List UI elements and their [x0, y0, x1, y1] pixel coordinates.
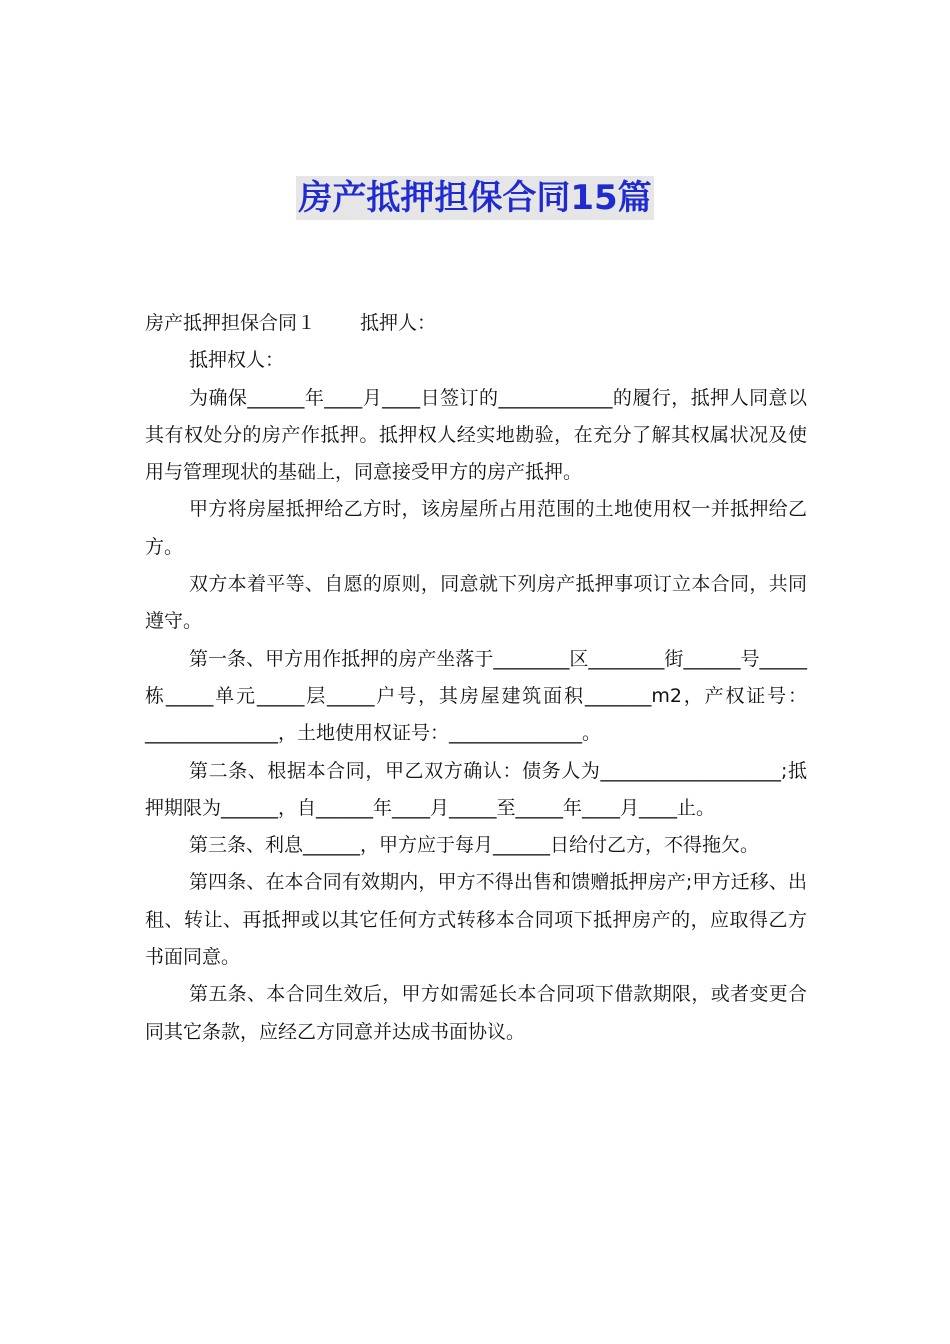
paragraph-article-5: 第五条、本合同生效后，甲方如需延长本合同项下借款期限，或者变更合同其它条款，应经乙方同意并达成书面协议。 [145, 983, 807, 1043]
paragraph-principle: 双方本着平等、自愿的原则，同意就下列房产抵押事项订立本合同，共同遵守。 [145, 573, 807, 633]
paragraph-article-2: 第二条、根据本合同，甲乙双方确认：债务人为___________________;抵押期限为______，自______年____月_____至_____年____月____止。 [145, 759, 807, 819]
document-title: 房产抵押担保合同15篇 [298, 178, 652, 218]
title-container [0, 176, 950, 220]
paragraph-heading-line [145, 305, 807, 342]
paragraph-mortgagee: 抵押权人： [189, 349, 285, 372]
paragraph-article-3: 第三条、利息______，甲方应于每月______日给付乙方，不得拖欠。 [189, 834, 760, 857]
paragraph-article-1: 第一条、甲方用作抵押的房产坐落于________区________街______号_____栋_____单元_____层_____户号，其房屋建筑面积_______m2，产权证号：______________，土地使用权证号：______________。 [145, 647, 807, 745]
paragraph-land-use: 甲方将房屋抵押给乙方时，该房屋所占用范围的土地使用权一并抵押给乙方。 [145, 498, 807, 558]
mortgagor-label: 抵押人： [360, 312, 437, 334]
paragraph-article-4: 第四条、在本合同有效期内，甲方不得出售和馈赠抵押房产;甲方迁移、出租、转让、再抵押或以其它任何方式转移本合同项下抵押房产的，应取得乙方书面同意。 [145, 871, 807, 969]
paragraph-preamble: 为确保______年____月____日签订的____________的履行，抵押人同意以其有权处分的房产作抵押。抵押权人经实地勘验，在充分了解其权属状况及使用与管理现状的基础上，同意接受甲方的房产抵押。 [145, 386, 807, 484]
contract-number-label: 房产抵押担保合同１ [145, 312, 317, 334]
document-body [145, 305, 807, 1051]
